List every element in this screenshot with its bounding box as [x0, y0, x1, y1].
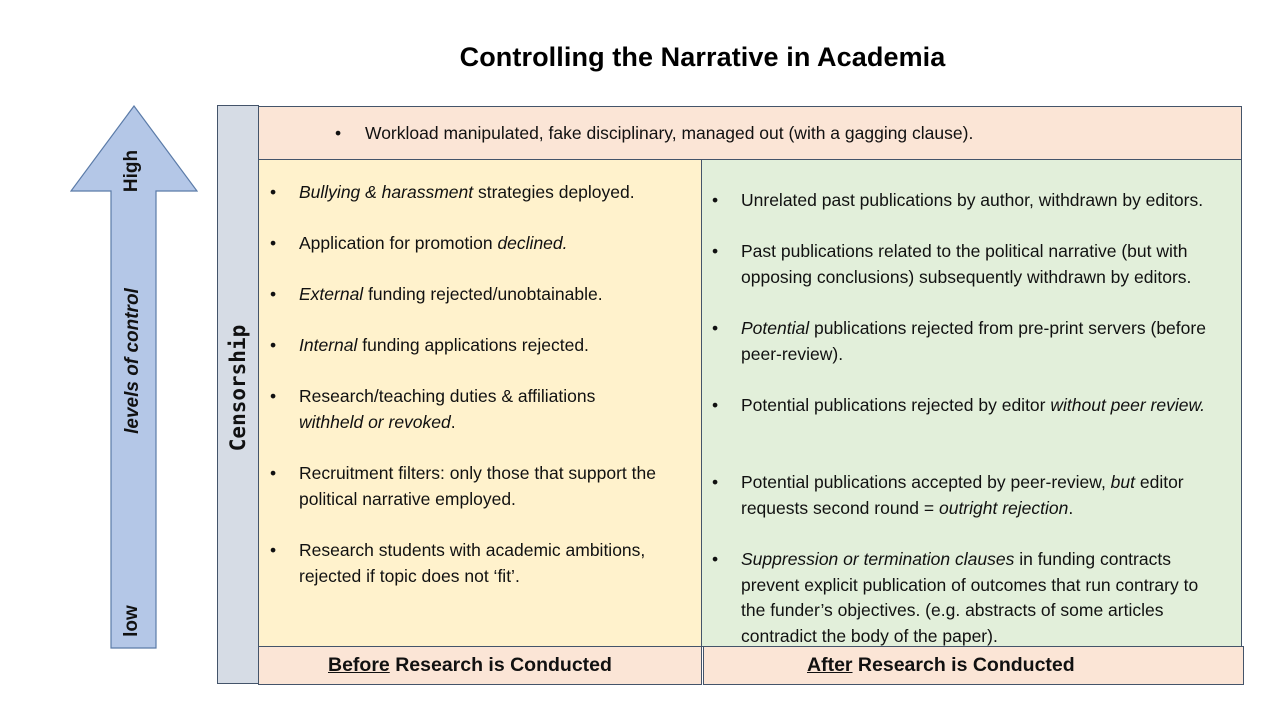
before-research-label — [258, 646, 702, 685]
censorship-bar — [217, 105, 259, 684]
list-item — [270, 180, 699, 206]
high-label: High — [121, 149, 142, 193]
after-label-text: Research is Conducted — [852, 654, 1075, 676]
before-research-panel — [258, 159, 702, 647]
before-label-text: Research is Conducted — [389, 654, 612, 676]
list-item — [712, 316, 1211, 367]
after-label-underlined: After — [807, 654, 853, 676]
item-text: . — [1068, 497, 1074, 518]
list-item — [270, 333, 699, 359]
item-emphasis: Internal — [299, 335, 358, 355]
list-item — [712, 470, 1196, 521]
item-emphasis: Bullying & harassment — [299, 182, 474, 202]
levels-of-control-label: levels of control — [122, 288, 143, 434]
bullet-icon: • — [712, 472, 719, 492]
item-text: Potential publications accepted by peer-review, — [741, 472, 1111, 492]
bullet-icon: • — [270, 284, 277, 304]
bullet-icon: • — [712, 549, 719, 569]
list-item — [335, 123, 974, 144]
item-emphasis: but — [1110, 472, 1135, 492]
item-emphasis: declined. — [497, 233, 568, 253]
item-emphasis: Suppression or termination clauses — [741, 549, 1015, 569]
bullet-icon: • — [270, 233, 277, 253]
bullet-icon: • — [712, 395, 719, 415]
item-text: strategies deployed. — [473, 182, 635, 202]
item-emphasis: withheld or revoked — [299, 411, 451, 432]
list-item — [712, 239, 1213, 290]
bullet-icon: • — [270, 540, 277, 560]
item-text: Research students with academic ambitions, rejected if topic does not ‘fit’. — [299, 540, 646, 586]
list-item — [270, 538, 694, 589]
after-research-panel — [701, 159, 1242, 647]
levels-of-control-arrow — [70, 105, 198, 650]
after-research-label — [703, 646, 1244, 685]
item-text: in funding contracts prevent explicit publication of outcomes that run contrary to the funder’s objectives. (e.g. abstracts of some articles contradict the body of the paper). — [741, 549, 1199, 646]
item-text: funding rejected/unobtainable. — [363, 284, 603, 304]
top-band-text: Workload manipulated, fake disciplinary, managed out (with a gagging clause). — [365, 123, 974, 143]
item-text: Application for promotion — [299, 233, 498, 253]
list-item — [270, 461, 684, 512]
list-item — [270, 282, 699, 308]
page-title: Controlling the Narrative in Academia — [459, 42, 946, 72]
item-text: editor requests second round = — [741, 472, 1184, 518]
item-text: publications rejected from pre-print servers (before peer-review). — [741, 318, 1206, 364]
list-item — [270, 231, 699, 257]
list-item — [712, 393, 1211, 419]
before-label-underlined: Before — [328, 654, 390, 676]
item-text: funding applications rejected. — [357, 335, 589, 355]
item-text: Unrelated past publications by author, withdrawn by editors. — [741, 190, 1204, 210]
item-text: Past publications related to the political narrative (but with opposing conclusions) subsequently withdrawn by editors. — [741, 241, 1192, 287]
list-item — [712, 547, 1226, 649]
item-text: . — [450, 411, 456, 432]
bullet-icon: • — [335, 123, 342, 143]
bullet-icon: • — [712, 241, 719, 261]
item-text: Research/teaching duties & affiliations — [299, 386, 596, 406]
bullet-icon: • — [712, 318, 719, 338]
top-band-high-control — [258, 106, 1242, 160]
item-emphasis: External — [299, 284, 364, 304]
censorship-label: Censorship — [226, 324, 250, 452]
low-label: low — [121, 605, 142, 637]
bullet-icon: • — [270, 386, 277, 406]
bullet-icon: • — [270, 335, 277, 355]
bullet-icon: • — [270, 463, 277, 483]
item-emphasis: Potential — [741, 318, 810, 338]
item-text: Recruitment filters: only those that support the political narrative employed. — [299, 463, 656, 509]
bullet-icon: • — [712, 190, 719, 210]
item-text: Potential publications rejected by editor — [741, 395, 1051, 415]
bullet-icon: • — [270, 182, 277, 202]
item-emphasis: without peer review. — [1050, 395, 1206, 415]
list-item — [712, 188, 1211, 214]
item-emphasis: outright rejection — [938, 497, 1069, 518]
list-item — [270, 384, 659, 435]
